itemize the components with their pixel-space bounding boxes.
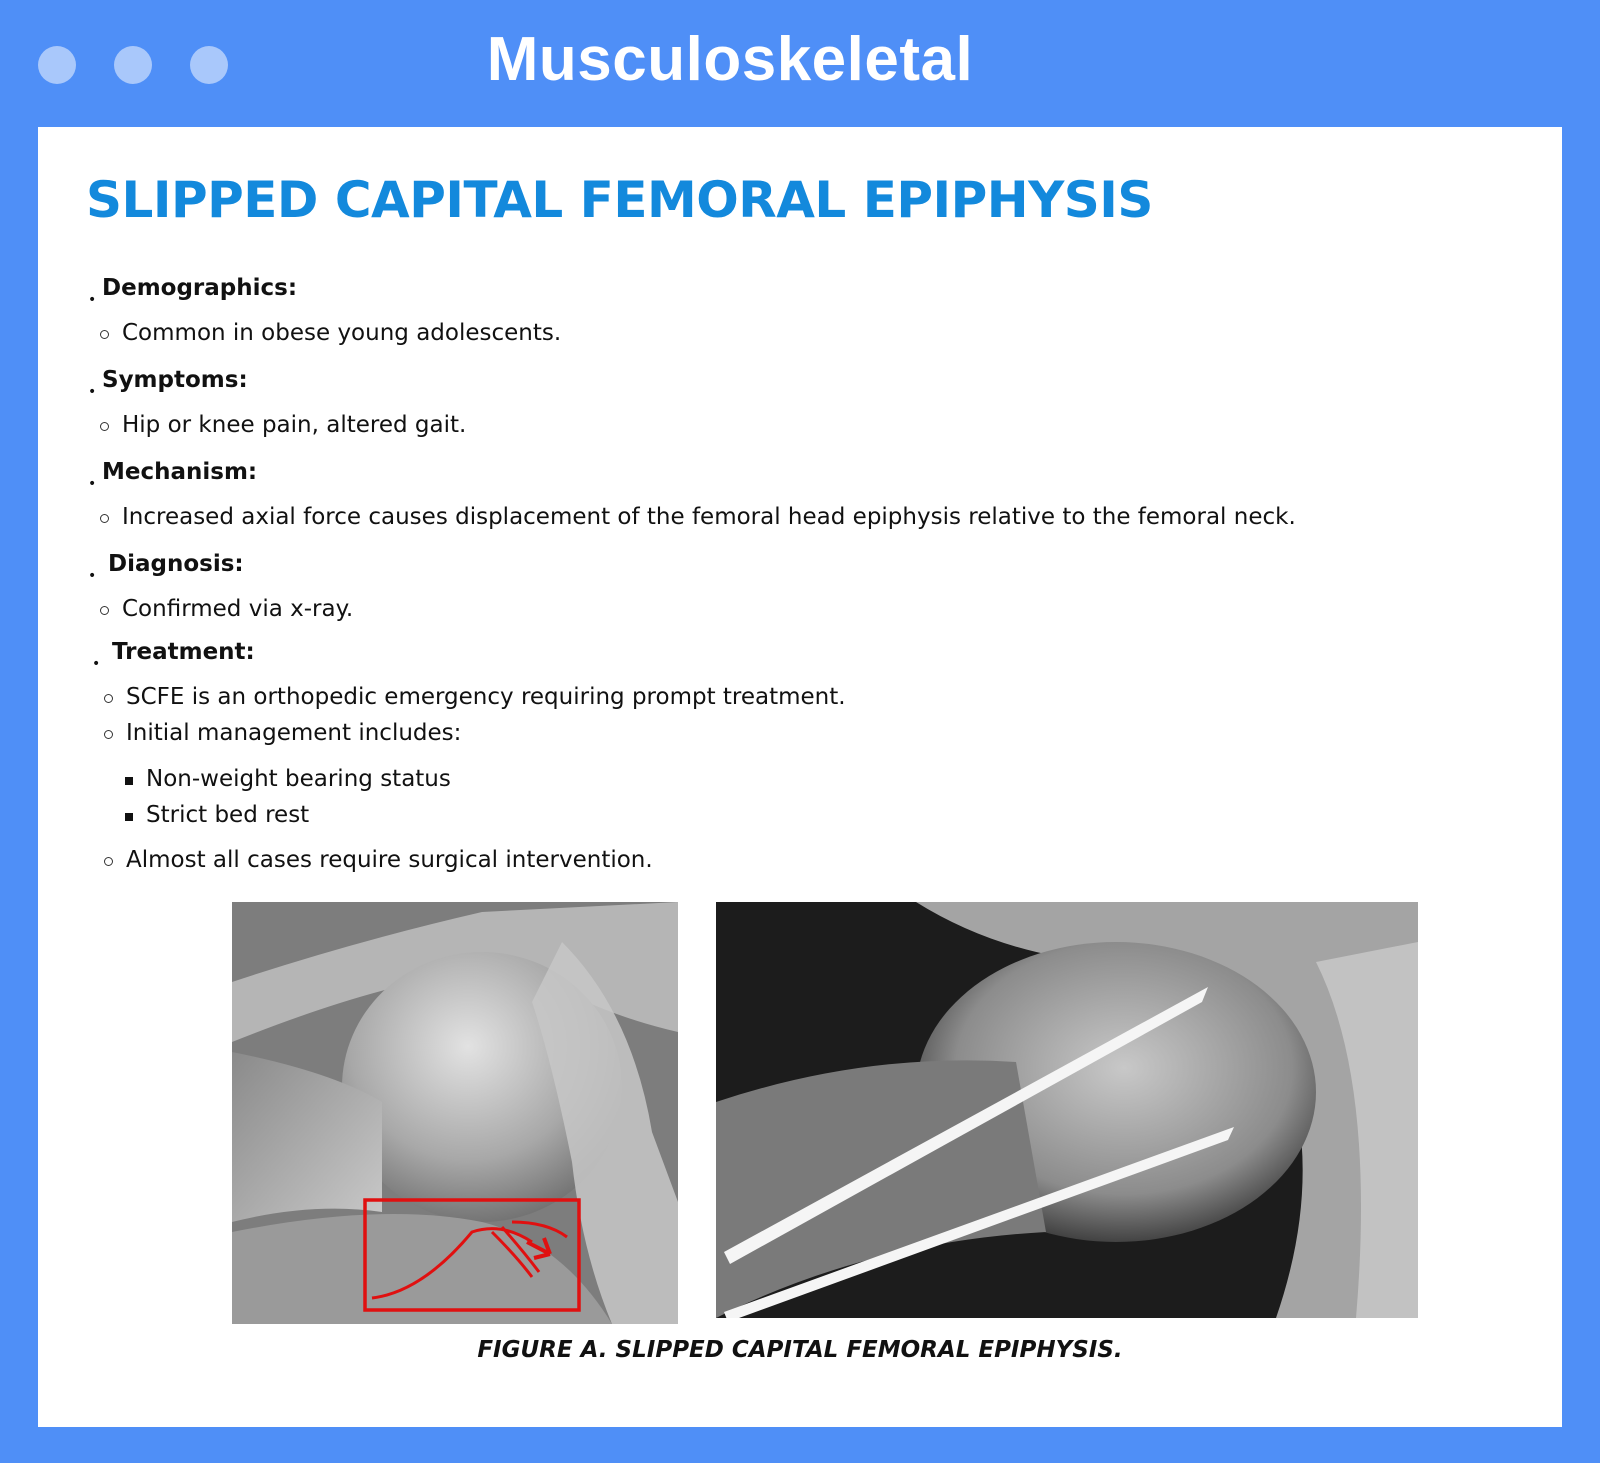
sub-list-item: Non-weight bearing status [146,766,451,792]
bullet-dot: • [88,384,97,400]
window-titlebar [0,0,1600,127]
section-heading-diagnosis: Diagnosis: [108,551,244,577]
section-heading-mechanism: Mechanism: [102,459,258,485]
section-heading-symptoms: Symptoms: [102,367,248,393]
list-item: Initial management includes: [126,720,462,746]
bullet-circle [100,422,109,431]
bullet-dot: • [92,656,101,672]
xray-image-post-op-pinning [716,902,1418,1318]
list-item: Increased axial force causes displacement of the femoral head epiphysis relative to the femoral neck. [122,504,1296,530]
bullet-dot: • [88,568,97,584]
app-title: Musculoskeletal [486,25,974,94]
window-control-dot[interactable] [38,46,76,84]
bullet-circle [104,694,113,703]
bullet-circle [100,606,109,615]
list-item: Hip or knee pain, altered gait. [122,412,467,438]
content-panel [38,127,1562,1427]
bullet-square [125,777,133,785]
window-control-dot[interactable] [114,46,152,84]
section-heading-treatment: Treatment: [112,639,255,665]
figure-caption: FIGURE A. SLIPPED CAPITAL FEMORAL EPIPHYSIS. [477,1337,1123,1363]
list-item: SCFE is an orthopedic emergency requiring prompt treatment. [126,684,846,710]
list-item: Almost all cases require surgical intervention. [126,847,653,873]
bullet-circle [104,857,113,866]
list-item: Confirmed via x-ray. [122,596,354,622]
bullet-dot: • [88,292,97,308]
list-item: Common in obese young adolescents. [122,320,562,346]
bullet-circle [100,330,109,339]
bullet-circle [100,514,109,523]
sub-list-item: Strict bed rest [146,802,310,828]
section-heading-demographics: Demographics: [102,275,298,301]
window-control-dot[interactable] [190,46,228,84]
xray-image-pre-op [232,902,678,1324]
bullet-circle [104,730,113,739]
bullet-dot: • [88,476,97,492]
page-title: SLIPPED CAPITAL FEMORAL EPIPHYSIS [86,171,1153,229]
bullet-square [125,813,133,821]
